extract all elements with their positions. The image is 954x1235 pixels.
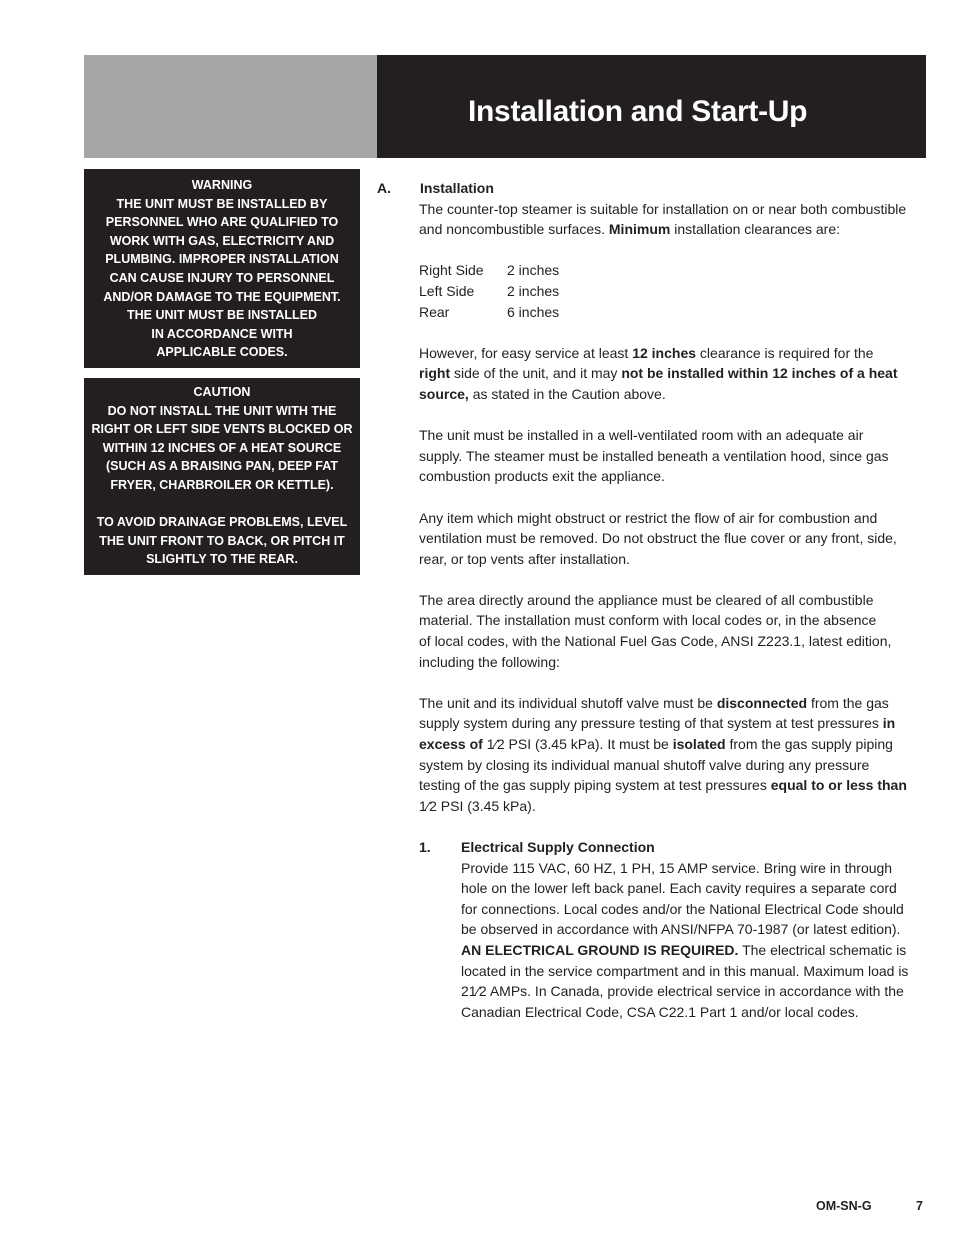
caution-line: WITHIN 12 INCHES OF A HEAT SOURCE: [102, 440, 342, 455]
caution-line: THE UNIT FRONT TO BACK, OR PITCH IT: [99, 533, 345, 548]
section-a-title: Installation: [420, 180, 494, 196]
area-codes-paragraph: The area directly around the appliance must be cleared of all combustible material. The installation must conform with local codes or, in the absence of local codes, with the National Fuel Gas Code, ANSI Z223.1, latest edition, including the following:: [419, 591, 892, 670]
section-a-body: [419, 199, 937, 837]
caution-heading: CAUTION: [193, 385, 251, 399]
clearance-list: [419, 260, 937, 322]
warning-line: AND/OR DAMAGE TO THE EQUIPMENT.: [103, 289, 341, 304]
shutoff-valve-paragraph: The unit and its individual shutoff valve must be disconnected from the gas supply system during any pressure testing of that system at test pressures in excess of 1⁄2 PSI (3.45 kPa). It must be isolated from the gas supply piping system by closing its individual manual shutoff valve during any pressure testing of the gas supply piping system at test pressures equal to or less than 1⁄2 PSI (3.45 kPa).: [419, 694, 907, 814]
warning-line: THE UNIT MUST BE INSTALLED BY: [116, 196, 328, 211]
caution-box: [84, 378, 360, 575]
header-dark-band: [377, 55, 926, 158]
page-number: 7: [916, 1199, 923, 1213]
caution-line: TO AVOID DRAINAGE PROBLEMS, LEVEL: [96, 515, 348, 530]
caution-line: DO NOT INSTALL THE UNIT WITH THE: [107, 403, 337, 418]
clearance-label: Right Side: [419, 262, 484, 279]
subsection-1-number: 1.: [419, 839, 431, 855]
service-clearance-paragraph: However, for easy service at least 12 inches clearance is required for the right side of the unit, and it may not be installed within 12 inches of a heat source, as stated in the Caution above.: [419, 344, 898, 402]
warning-line: PERSONNEL WHO ARE QUALIFIED TO: [105, 215, 339, 230]
main-content: [377, 178, 937, 1022]
clearance-value: 2 inches: [507, 262, 560, 279]
clearance-row: [419, 302, 937, 323]
warning-line: THE UNIT MUST BE INSTALLED: [126, 308, 318, 323]
electrical-paragraph: Provide 115 VAC, 60 HZ, 1 PH, 15 AMP service. Bring wire in through hole on the lower left back panel. Each cavity requires a separate cord for connections. Local codes and/or the National Electrical Code should be observed in accordance with ANSI/NFPA 70-1987 (or latest edition). AN ELECTRICAL GROUND IS REQUIRED. The electrical schematic is located in the service compartment and in this manual. Maximum load is 21⁄2 AMPs. In Canada, provide electrical service in accordance with the Canadian Electrical Code, CSA C22.1 Part 1 and/or local codes.: [461, 859, 909, 1020]
clearance-value: 6 inches: [507, 303, 560, 320]
caution-line: RIGHT OR LEFT SIDE VENTS BLOCKED OR: [91, 422, 353, 437]
clearance-value: 2 inches: [507, 282, 560, 299]
warning-line: APPLICABLE CODES.: [156, 345, 288, 360]
subsection-1-body: [461, 858, 937, 1023]
ventilation-paragraph: The unit must be installed in a well-ventilated room with an adequate air supply. The steamer must be installed beneath a ventilation hood, since gas combustion products exit the appliance.: [419, 427, 889, 485]
warning-line: IN ACCORDANCE WITH: [151, 326, 293, 341]
subsection-1-title: Electrical Supply Connection: [461, 839, 655, 855]
section-a-number: A.: [377, 180, 391, 196]
warning-line: CAN CAUSE INJURY TO PERSONNEL: [109, 270, 335, 285]
section-a-heading: [377, 178, 937, 199]
document-code: OM-SN-G: [816, 1199, 872, 1213]
ground-required-notice: AN ELECTRICAL GROUND IS REQUIRED.: [461, 941, 739, 958]
caution-line: SLIGHTLY TO THE REAR.: [146, 552, 298, 567]
clearance-label: Rear: [419, 303, 450, 320]
clearance-row: [419, 281, 937, 302]
obstruction-paragraph: Any item which might obstruct or restrict the flow of air for combustion and ventilation must be removed. Do not obstruct the flue cover or any front, side, rear, or top vents after installation.: [419, 509, 897, 567]
subsection-1-heading: [419, 837, 937, 858]
warning-box: [84, 169, 360, 368]
warning-heading: WARNING: [191, 178, 253, 192]
warning-line: PLUMBING. IMPROPER INSTALLATION: [105, 252, 339, 267]
caution-spacer: [84, 495, 360, 514]
intro-paragraph: The counter-top steamer is suitable for installation on or near both combustible and noncombustible surfaces. Minimum installation clearances are:: [419, 200, 907, 238]
caution-line: (SUCH AS A BRAISING PAN, DEEP FAT: [106, 459, 338, 474]
warning-line: WORK WITH GAS, ELECTRICITY AND: [109, 233, 335, 248]
caution-line: FRYER, CHARBROILER OR KETTLE).: [110, 477, 334, 492]
clearance-row: [419, 260, 937, 281]
page-title: Installation and Start-Up: [468, 95, 808, 128]
header-gray-band: [84, 55, 377, 158]
clearance-label: Left Side: [419, 282, 475, 299]
